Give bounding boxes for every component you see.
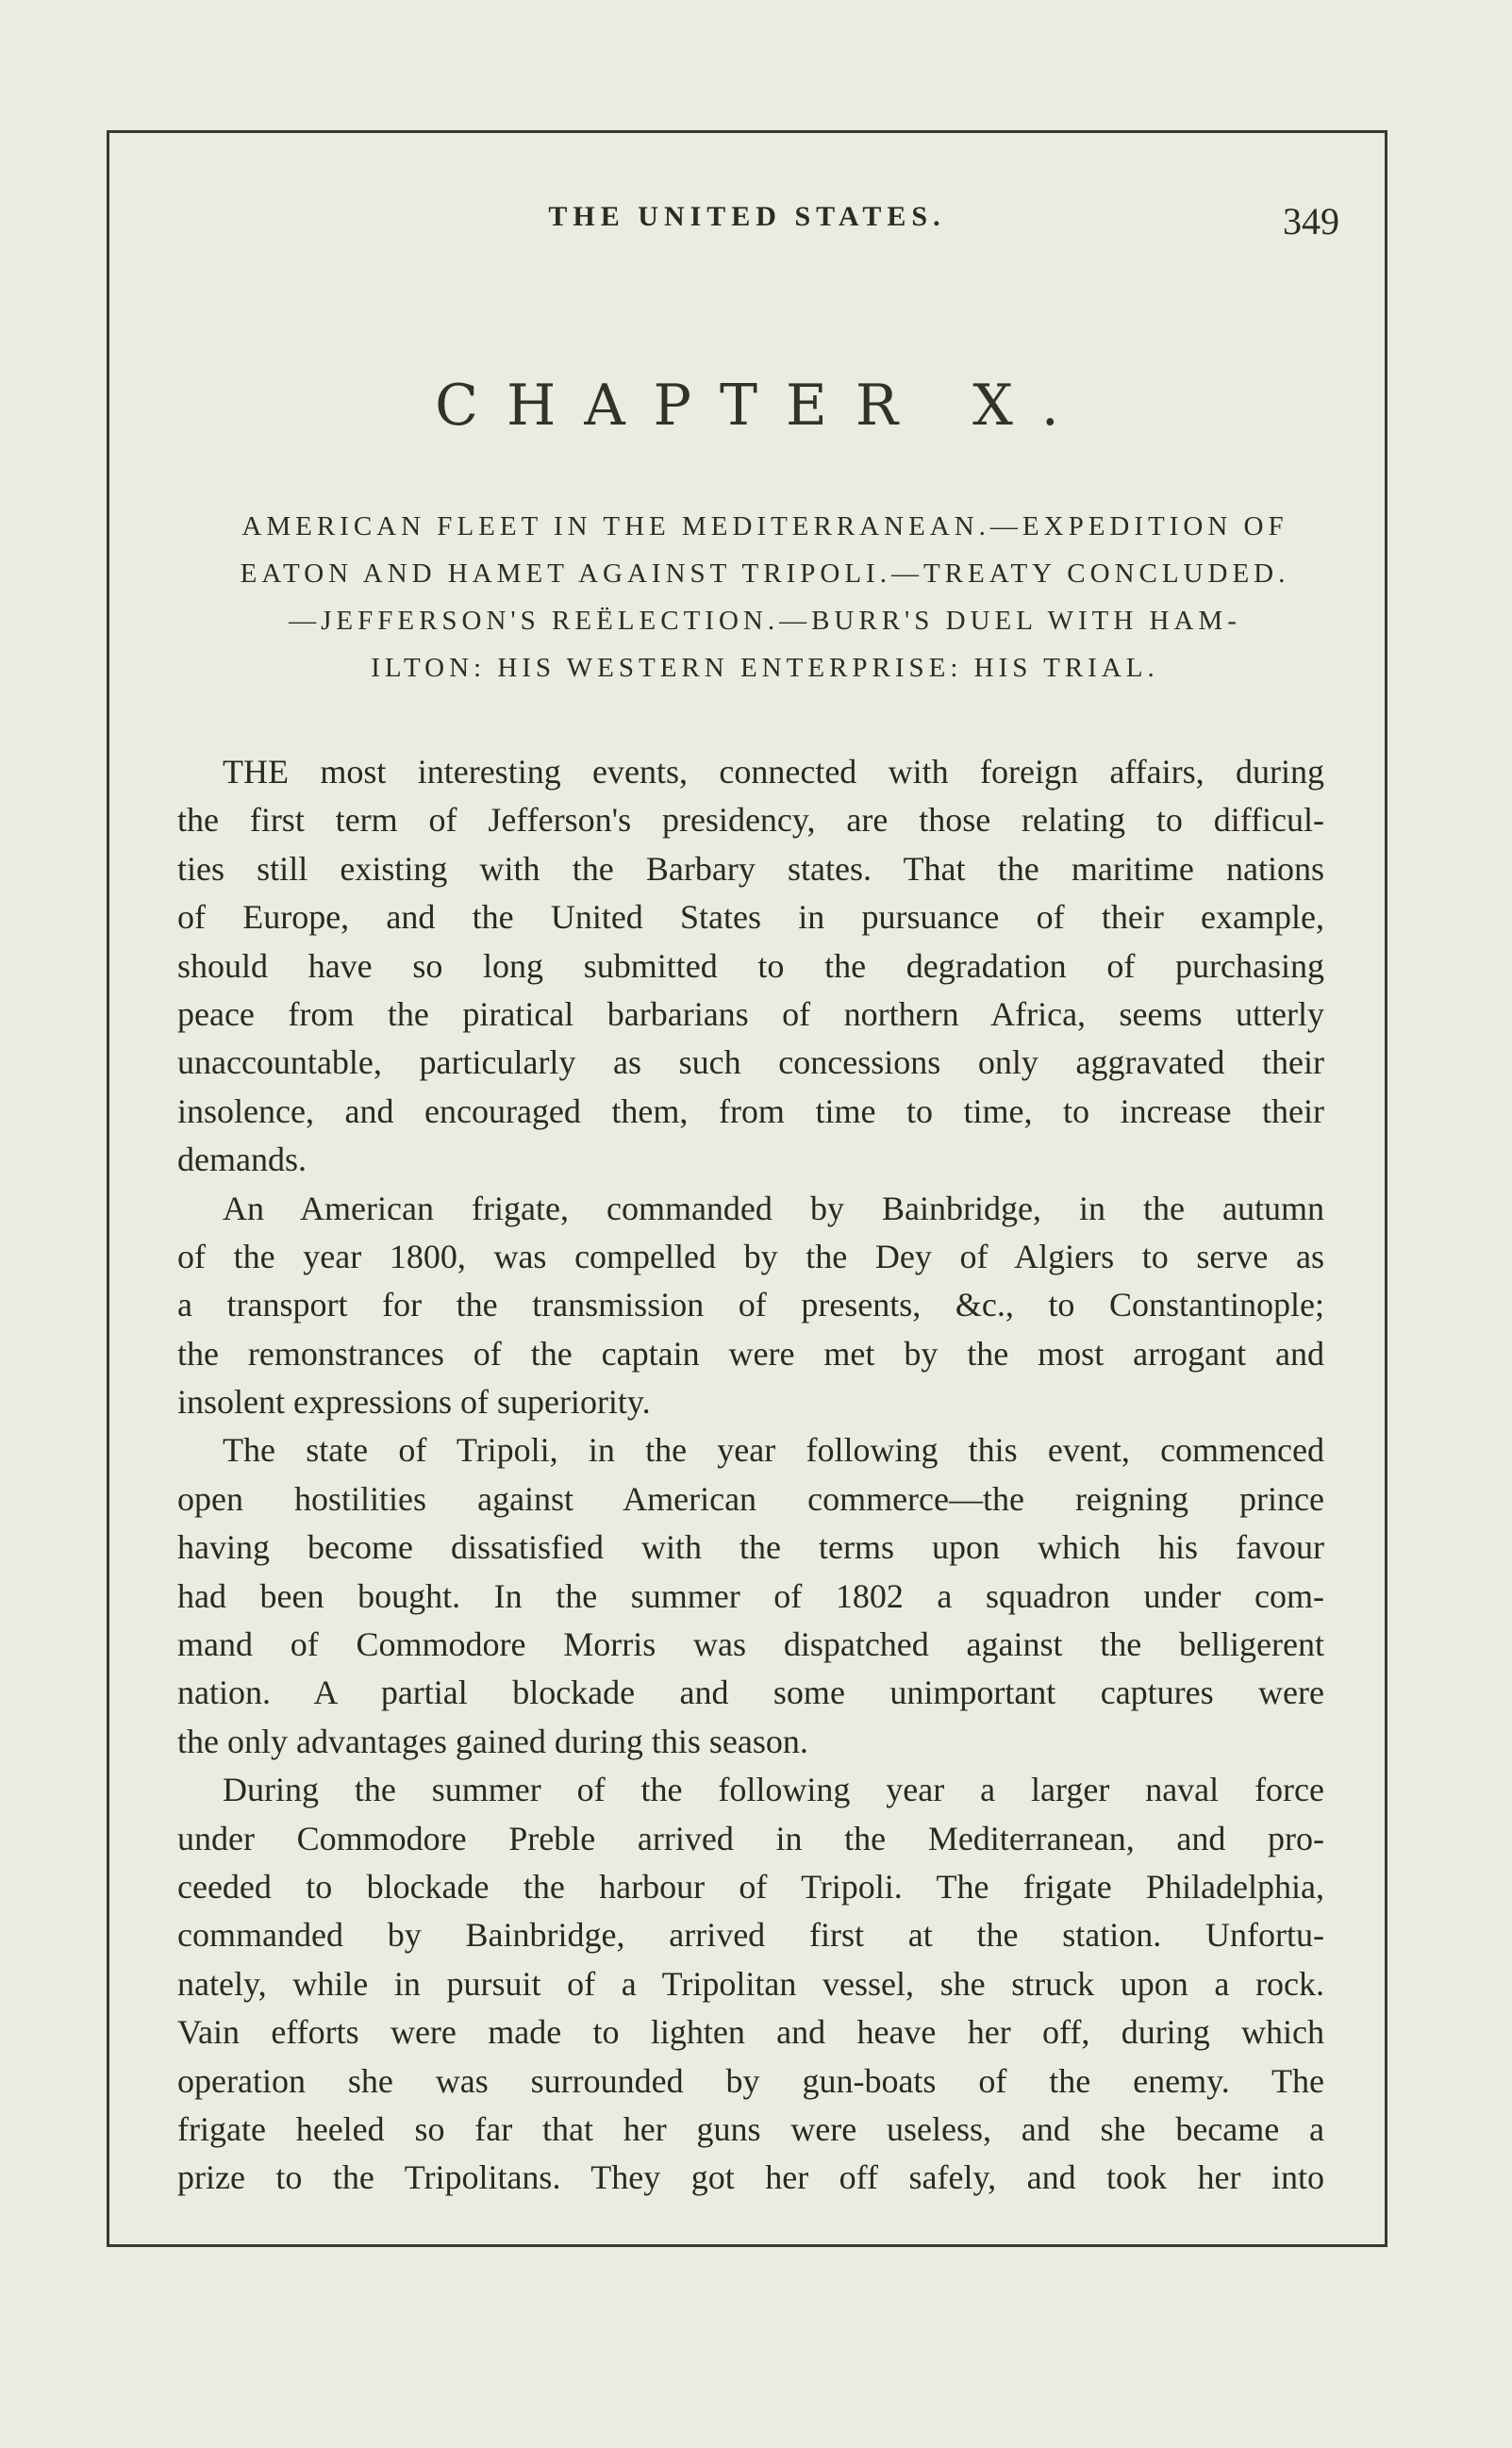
text-line: unaccountable, particularly as such concessions only aggravated their xyxy=(177,1043,1324,1082)
text-line: ceeded to blockade the harbour of Tripoli. The frigate Philadelphia, xyxy=(177,1867,1324,1906)
text-line: insolence, and encouraged them, from time to time, to increase their xyxy=(177,1091,1324,1130)
text-line: nately, while in pursuit of a Tripolitan vessel, she struck upon a rock. xyxy=(177,1964,1324,2003)
running-head: THE UNITED STATES. xyxy=(548,201,946,232)
text-line: operation she was surrounded by gun-boats of the enemy. The xyxy=(177,2061,1324,2100)
text-line: mand of Commodore Morris was dispatched against the belligerent xyxy=(177,1625,1324,1664)
synopsis-line: AMERICAN FLEET IN THE MEDITERRANEAN.—EXPEDITION OF xyxy=(241,511,1288,541)
text-line: Vain efforts were made to lighten and heave her off, during which xyxy=(177,2013,1324,2052)
page-number: 349 xyxy=(1283,200,1339,242)
text-line: under Commodore Preble arrived in the Mediterranean, and pro- xyxy=(177,1819,1324,1857)
text-line: the first term of Jefferson's presidency, are those relating to difficul- xyxy=(177,801,1324,840)
text-line: demands. xyxy=(177,1141,307,1179)
text-line: had been bought. In the summer of 1802 a squadron under com- xyxy=(177,1576,1324,1615)
text-line: should have so long submitted to the degradation of purchasing xyxy=(177,946,1324,985)
synopsis-line: —JEFFERSON'S REËLECTION.—BURR'S DUEL WITH HAM- xyxy=(289,606,1241,636)
text-line: commanded by Bainbridge, arrived first at the station. Unfortu- xyxy=(177,1916,1324,1955)
text-line: An American frigate, commanded by Bainbridge, in the autumn xyxy=(223,1189,1324,1227)
synopsis-line: EATON AND HAMET AGAINST TRIPOLI.—TREATY CONCLUDED. xyxy=(240,558,1290,589)
text-line: nation. A partial blockade and some unimportant captures were xyxy=(177,1674,1324,1712)
synopsis-line: ILTON: HIS WESTERN ENTERPRISE: HIS TRIAL. xyxy=(371,653,1159,683)
drop-word: THE xyxy=(223,753,289,791)
text-line: During the summer of the following year a larger naval force xyxy=(223,1771,1324,1809)
text-line: prize to the Tripolitans. They got her off safely, and took her into xyxy=(177,2158,1324,2197)
chapter-synopsis xyxy=(174,503,1356,691)
text-line: of the year 1800, was compelled by the Dey of Algiers to serve as xyxy=(177,1237,1324,1275)
text-line: the remonstrances of the captain were met by the most arrogant and xyxy=(177,1334,1324,1373)
chapter-title: CHAPTER X. xyxy=(435,373,1088,439)
text-line: The state of Tripoli, in the year following this event, commenced xyxy=(223,1431,1324,1470)
text-line-content: most interesting events, connected with foreign affairs, during xyxy=(288,753,1324,791)
text-line: ties still existing with the Barbary states. That the maritime nations xyxy=(177,849,1324,888)
text-line: a transport for the transmission of presents, &c., to Constantinople; xyxy=(177,1286,1324,1324)
text-line: open hostilities against American commerce—the reigning prince xyxy=(177,1479,1324,1518)
text-line: peace from the piratical barbarians of northern Africa, seems utterly xyxy=(177,994,1324,1033)
body-text xyxy=(177,748,1324,2203)
text-line: the only advantages gained during this season. xyxy=(177,1722,808,1760)
text-line: insolent expressions of superiority. xyxy=(177,1383,651,1422)
text-line: having become dissatisfied with the terms upon which his favour xyxy=(177,1528,1324,1567)
text-line xyxy=(177,748,1324,796)
text-line: frigate heeled so far that her guns were useless, and she became a xyxy=(177,2109,1324,2148)
page-frame xyxy=(107,130,1387,2247)
text-line: of Europe, and the United States in pursuance of their example, xyxy=(177,898,1324,937)
